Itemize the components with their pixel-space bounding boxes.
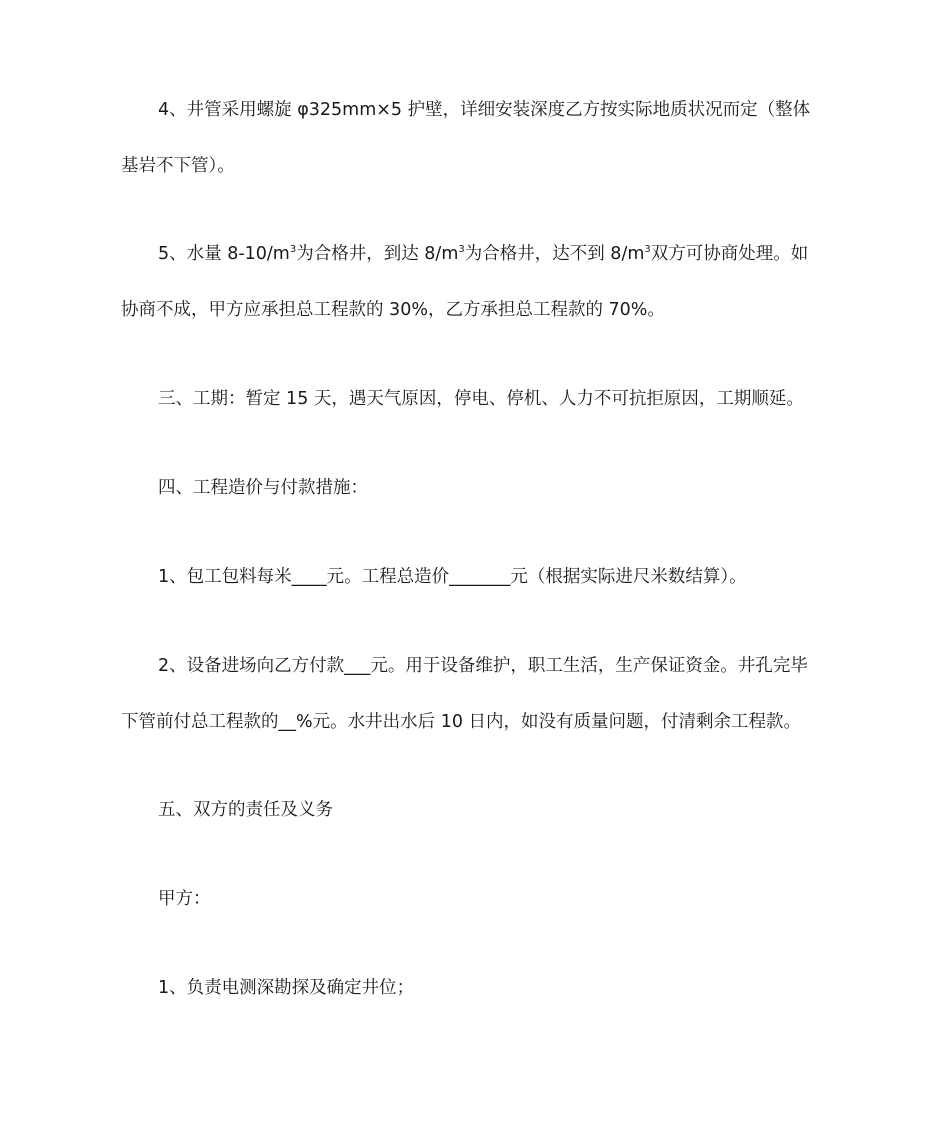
superscript-3: 3 [289, 244, 297, 255]
section-4-heading: 四、工程造价与付款措施： [158, 478, 368, 498]
section-4-item-2-line-1: 2、设备进场向乙方付款___元。用于设备维护，职工生活，生产保证资金。井孔完毕 [158, 656, 808, 676]
clause-5-part-a: 5、水量 8-10/m [158, 244, 290, 264]
section-5-heading: 五、双方的责任及义务 [158, 800, 333, 820]
clause-5-part-b: 为合格井，到达 8/m [296, 244, 459, 264]
superscript-3: 3 [644, 244, 651, 255]
clause-4-line-2: 基岩不下管）。 [121, 156, 235, 176]
clause-5-part-c: 为合格井，达不到 8/m [464, 244, 645, 264]
clause-5-part-d: 双方可协商处理。如 [650, 244, 809, 264]
clause-5-line-2: 协商不成，甲方应承担总工程款的 30%，乙方承担总工程款的 70%。 [121, 300, 665, 320]
clause-5-line-1 [158, 242, 808, 266]
clause-4-line-1: 4、井管采用螺旋 φ325mm×5 护壁，详细安装深度乙方按实际地质状况而定（整体 [158, 100, 811, 120]
section-3-schedule: 三、工期：暂定 15 天，遇天气原因，停电、停机、人力不可抗拒原因，工期顺延。 [158, 389, 804, 409]
party-a-heading: 甲方： [158, 889, 211, 909]
superscript-3: 3 [458, 244, 465, 255]
section-4-item-1: 1、包工包料每米____元。工程总造价_______元（根据实际进尺米数结算）。 [158, 567, 747, 587]
party-a-item-1: 1、负责电测深勘探及确定井位； [158, 978, 415, 998]
section-4-item-2-line-2: 下管前付总工程款的__%元。水井出水后 10 日内，如没有质量问题，付清剩余工程款。 [121, 712, 802, 732]
